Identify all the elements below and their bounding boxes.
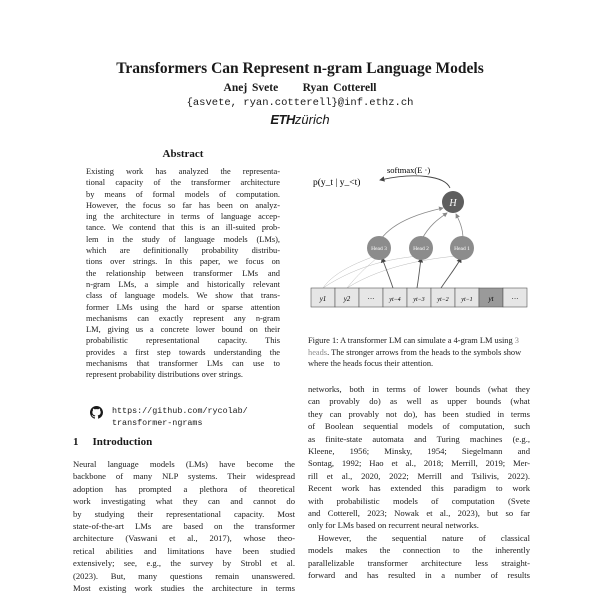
abstract-line: Existing work has analyzed the representa- xyxy=(86,167,280,176)
token-sequence xyxy=(311,288,527,307)
abstract-line: n-gram LMs, a simple and historically relevant xyxy=(86,279,280,289)
abstract-line: mechanisms that transformer LMs can use to xyxy=(86,359,280,369)
author-name: Ryan Cotterell xyxy=(302,82,377,94)
abstract-line: LM, giving us a concrete lower bound on their xyxy=(86,325,280,335)
body-line: Neural language models (LMs) have become the xyxy=(73,459,295,469)
token-label: ··· xyxy=(367,295,375,303)
head-to-hidden-arrow xyxy=(422,213,447,239)
abstract-line: tance. We contend that this is an ill-suited prob- xyxy=(86,223,280,233)
abstract-line: tions over strings. In this paper, we focus on xyxy=(86,257,280,267)
body-line: (2023). But, many questions remain unanswered. xyxy=(73,570,295,581)
body-line: extensively; see, e.g., the survey by Strobl et al. xyxy=(73,558,295,569)
body-line: Most existing work studies the architecture in terms xyxy=(73,583,295,594)
caption-text: . The stronger arrows from the heads to the symbols show where the heads focus their attention. xyxy=(308,347,522,368)
head-to-hidden-arrow xyxy=(456,214,463,239)
figure-transformer-diagram xyxy=(305,160,535,330)
attention-head-label: Head 2 xyxy=(413,246,429,252)
section-number: 1 xyxy=(73,436,79,448)
body-line: by studying their representational capacity. Most xyxy=(73,508,295,519)
token-label: yt−3 xyxy=(413,297,425,303)
softmax-arrow xyxy=(380,176,450,188)
body-line: However, the sequential nature of classical xyxy=(318,532,530,543)
section-heading-introduction xyxy=(73,436,152,448)
body-line: networks, both in terms of lower bounds (what they xyxy=(308,384,530,394)
right-column-body xyxy=(308,383,530,582)
token-label: yt xyxy=(488,295,494,303)
strong-attention-arrow xyxy=(441,258,461,288)
token-label: yt−2 xyxy=(437,297,449,303)
body-line: adoption has prompted a plethora of theoretical xyxy=(73,483,295,494)
body-line: can provably do) as well as upper bounds (what xyxy=(308,396,530,407)
output-probability-label: p(y_t | y_<t) xyxy=(313,178,361,188)
author-name: Anej Svete xyxy=(223,82,279,94)
token-label: y2 xyxy=(343,295,351,303)
body-line: as finite-state automata and Turing machines (e.g., xyxy=(308,433,530,444)
abstract-line: represent probability distributions over strings. xyxy=(86,370,244,380)
caption-highlight: 3 heads xyxy=(308,336,519,357)
abstract-line: by means of formal models of computation. xyxy=(86,189,280,199)
author-list xyxy=(0,82,600,94)
attention-arrow xyxy=(323,256,417,288)
body-line: forward and has resulted in a number of results xyxy=(308,570,530,581)
token-label: ··· xyxy=(511,295,519,303)
body-line: Kleene, 1956; Minsky, 1954; Siegelmann and xyxy=(308,446,530,457)
attention-head-label: Head 3 xyxy=(371,246,387,252)
body-line: architecture (Vaswani et al., 2017), whose theo- xyxy=(73,533,295,544)
abstract-line: ing the architecture in terms of language accep- xyxy=(86,212,280,222)
body-line: and Cotterell, 2023; Nowak et al., 2023), but so far xyxy=(308,508,530,519)
github-url-line: transformer-ngrams xyxy=(112,418,203,428)
body-line: retical abilities and limitations have been studied xyxy=(73,545,295,556)
body-line: state-of-the-art LMs are based on the transformer xyxy=(73,521,295,532)
abstract-line: tional capacity of the transformer architecture xyxy=(86,178,280,188)
abstract-line: class of language models. We show that trans- xyxy=(86,291,280,301)
paper-title: Transformers Can Represent n-gram Language Models xyxy=(116,60,484,77)
abstract-line: which are definitionally probability distribu- xyxy=(86,246,280,256)
abstract-line: However, the focus so far has been on analyz- xyxy=(86,200,280,210)
softmax-label: softmax(E ·) xyxy=(387,165,431,175)
body-line: with probabilistic models of computation (Svete xyxy=(308,495,530,506)
body-line: parallelizable transformer architecture less straight- xyxy=(308,557,530,568)
token-label: yt−1 xyxy=(461,297,473,303)
body-line: Recent work has extended this paradigm to work xyxy=(308,483,530,494)
attention-head-label: Head 1 xyxy=(454,246,470,252)
strong-attention-arrow xyxy=(382,258,393,288)
introduction-body xyxy=(73,458,295,594)
token-label: yt−4 xyxy=(389,297,401,303)
affiliation-logo-bold: ETH xyxy=(270,112,295,127)
body-line: work investigating what they can and cannot do xyxy=(73,496,295,507)
section-title: Introduction xyxy=(92,436,153,448)
body-line: models makes the connection to the inherently xyxy=(308,545,530,556)
body-line: of Boolean sequential models of computation, such xyxy=(308,421,530,432)
attention-arrow xyxy=(347,258,377,288)
body-line: they can provably not do), has been studied in terms xyxy=(308,408,530,419)
abstract-line: the relationship between transformer LMs and xyxy=(86,268,280,278)
abstract-line: mechanisms can exactly represent any n-gram xyxy=(86,313,280,323)
abstract-body xyxy=(86,166,280,381)
affiliation-logo xyxy=(0,112,600,127)
abstract-line: provides a first step towards understanding the xyxy=(86,347,280,357)
github-link[interactable] xyxy=(90,405,290,429)
body-line: only for LMs based on recurrent neural networks. xyxy=(308,520,479,531)
abstract-line: lem in the study of language models (LMs), xyxy=(86,234,280,244)
caption-text: Figure 1: A transformer LM can simulate a 4-gram LM using xyxy=(308,336,515,345)
token-label: y1 xyxy=(319,295,327,303)
github-icon xyxy=(90,406,103,419)
body-line: rill et al., 2020, 2022; Merrill and Tsilivis, 2022). xyxy=(308,470,530,481)
author-email: {asvete, ryan.cotterell}@inf.ethz.ch xyxy=(186,97,414,109)
hidden-state-label: H xyxy=(449,198,457,209)
github-url-line: https://github.com/rycolab/ xyxy=(112,406,248,416)
abstract-line: former LMs using the hard or sparse attention xyxy=(86,302,280,312)
affiliation-logo-rest: zürich xyxy=(294,112,330,127)
strong-attention-arrow xyxy=(417,258,421,288)
body-line: backbone of many NLP systems. Their widespread xyxy=(73,471,295,482)
figure-caption xyxy=(308,335,530,370)
body-line: Sontag, 1992; Hao et al., 2018; Merrill, 2019; Mer- xyxy=(308,458,530,469)
abstract-line: probabilistic representational capacity. This xyxy=(86,336,280,346)
abstract-heading: Abstract xyxy=(162,148,204,160)
